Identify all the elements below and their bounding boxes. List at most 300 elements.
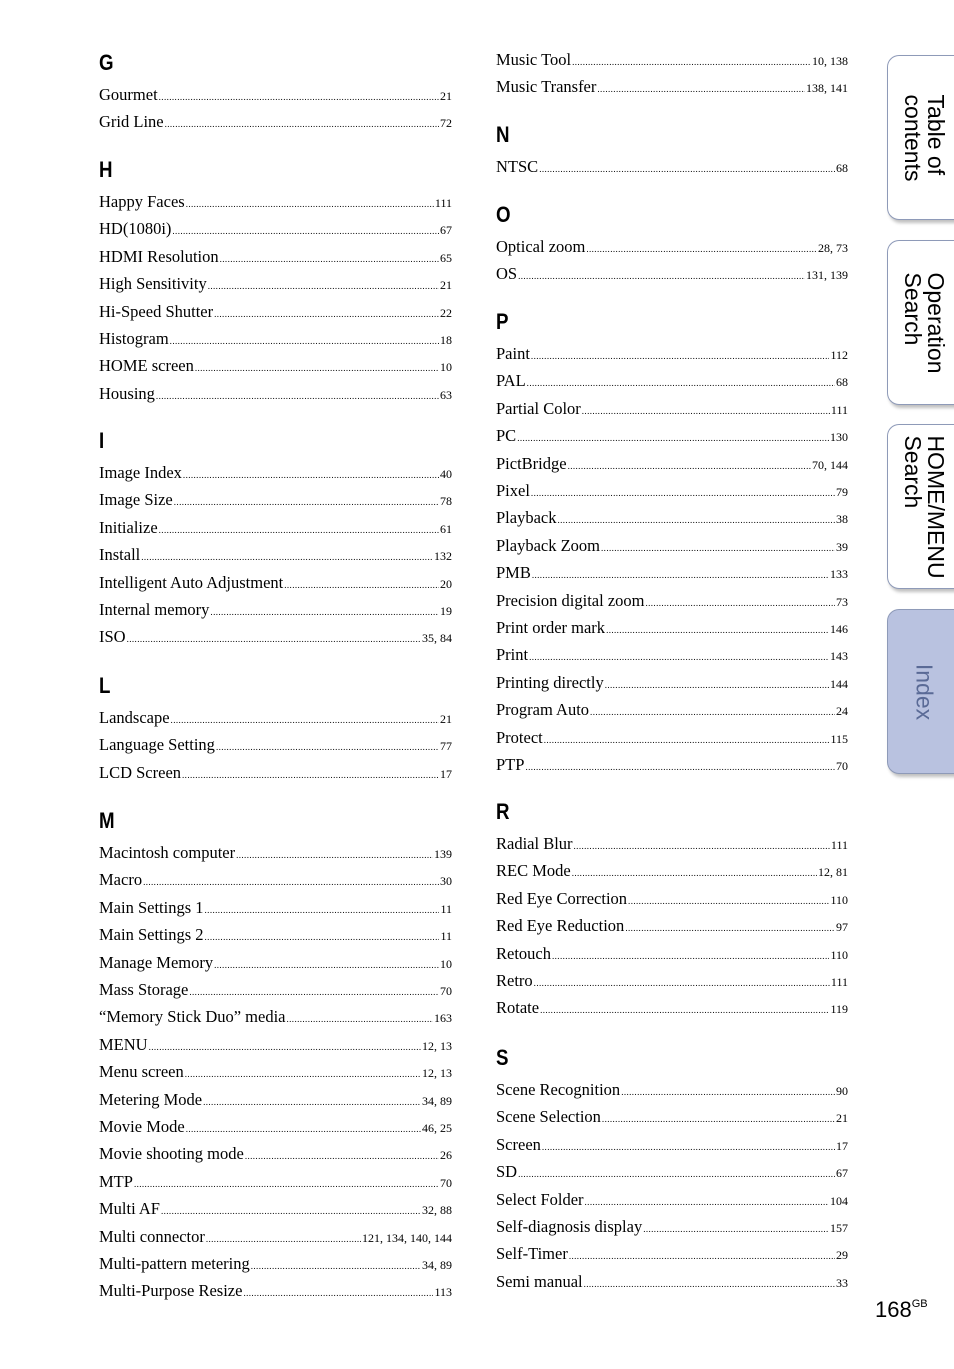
entry-term: Semi manual <box>496 1271 583 1291</box>
dot-leader <box>602 1108 835 1130</box>
dot-leader <box>586 238 817 260</box>
entry-term: Paint <box>496 344 530 363</box>
index-entry[interactable] <box>99 924 452 946</box>
index-entry[interactable] <box>99 1034 452 1056</box>
entry-term: Multi-Purpose Resize <box>99 1281 243 1301</box>
entry-term: Grid Line <box>99 112 164 132</box>
index-entry[interactable] <box>496 1079 848 1101</box>
index-entry[interactable] <box>496 1271 848 1293</box>
index-entry[interactable] <box>496 156 848 178</box>
entry-pages[interactable]: 78 <box>440 494 452 509</box>
entry-pages[interactable]: 10 <box>440 360 452 375</box>
dot-leader <box>601 537 835 559</box>
entry-pages[interactable]: 68 <box>836 161 848 175</box>
entry-pages[interactable]: 111 <box>830 838 848 852</box>
entry-term: HOME screen <box>99 356 194 376</box>
entry-pages[interactable]: 131, 139 <box>806 268 848 283</box>
index-entry[interactable] <box>99 1006 452 1028</box>
tab-label: Operation Search <box>899 271 949 374</box>
index-entry[interactable] <box>496 970 848 992</box>
entry-pages[interactable]: 35, 84 <box>422 631 452 646</box>
entry-pages[interactable]: 12, 81 <box>818 865 848 880</box>
entry-pages[interactable]: 113 <box>434 1285 452 1300</box>
entry-term: Image Size <box>99 490 173 510</box>
entry-pages[interactable]: 11 <box>440 929 452 944</box>
index-entry[interactable] <box>496 453 848 475</box>
dot-leader <box>605 674 829 696</box>
tab-table-of-contents[interactable] <box>887 55 954 220</box>
index-entry[interactable] <box>496 370 848 392</box>
dot-leader <box>165 113 439 135</box>
dot-leader <box>529 646 829 668</box>
entry-term: Housing <box>99 383 155 403</box>
section-letter: N <box>496 122 510 147</box>
entry-pages[interactable]: 163 <box>434 1011 452 1026</box>
entry-pages[interactable]: 121, 134, 140, 144 <box>362 1230 452 1245</box>
index-entry[interactable] <box>99 952 452 974</box>
index-entry[interactable] <box>99 1253 452 1275</box>
entry-pages[interactable]: 110 <box>830 892 848 907</box>
dot-leader <box>189 981 439 1003</box>
entry-pages[interactable]: 90 <box>836 1084 848 1098</box>
dot-leader <box>544 729 830 751</box>
section-letter: P <box>496 309 509 334</box>
index-entry[interactable] <box>99 1143 452 1165</box>
dot-leader <box>210 601 439 623</box>
dot-leader <box>156 385 439 407</box>
index-entry[interactable] <box>496 507 848 529</box>
entry-term: Hi-Speed Shutter <box>99 301 214 321</box>
dot-leader <box>557 509 835 531</box>
entry-term: Mass Storage <box>99 980 189 999</box>
entry-pages[interactable]: 68 <box>836 375 848 390</box>
entry-term: MENU <box>99 1034 148 1054</box>
entry-pages[interactable]: 10 <box>440 956 452 971</box>
dot-leader <box>170 330 439 352</box>
entry-term: Retouch <box>496 943 551 963</box>
index-entry[interactable] <box>496 562 848 584</box>
index-entry[interactable] <box>496 1134 848 1156</box>
index-entry[interactable] <box>99 328 452 350</box>
index-entry[interactable] <box>496 672 848 694</box>
dot-leader <box>585 1191 829 1213</box>
index-entry[interactable] <box>99 1061 452 1083</box>
index-entry[interactable] <box>99 462 452 484</box>
index-entry[interactable] <box>496 754 848 776</box>
index-entry[interactable] <box>496 590 848 612</box>
index-entry[interactable] <box>496 699 848 721</box>
entry-pages[interactable]: 21 <box>440 712 452 726</box>
entry-term: Multi-pattern metering <box>99 1254 250 1273</box>
entry-term: Macintosh computer <box>99 843 236 862</box>
page-number-value: 168 <box>875 1297 912 1322</box>
dot-leader <box>171 709 439 731</box>
dot-leader <box>525 756 835 778</box>
index-entry[interactable] <box>496 1106 848 1128</box>
dot-leader <box>214 303 439 325</box>
index-entry[interactable] <box>99 979 452 1001</box>
index-entry[interactable] <box>99 734 452 756</box>
dot-leader <box>174 491 439 513</box>
entry-pages[interactable]: 133 <box>830 567 848 582</box>
index-entry[interactable] <box>99 273 452 295</box>
entry-term: Playback Zoom <box>496 535 601 555</box>
section-letter: O <box>496 202 511 227</box>
entry-pages[interactable]: 20 <box>440 576 452 591</box>
entry-pages[interactable]: 34, 89 <box>422 1258 452 1272</box>
entry-term: Rotate <box>496 998 540 1018</box>
entry-pages[interactable]: 11 <box>440 901 452 916</box>
entry-pages[interactable]: 61 <box>440 521 452 536</box>
entry-pages[interactable]: 138, 141 <box>806 81 848 96</box>
entry-pages[interactable]: 70 <box>836 759 848 773</box>
entry-pages[interactable]: 144 <box>830 676 848 691</box>
page-number <box>875 1290 928 1324</box>
entry-pages[interactable]: 24 <box>836 704 848 719</box>
index-entry[interactable] <box>496 644 848 666</box>
dot-leader <box>186 1118 421 1140</box>
dot-leader <box>195 357 439 379</box>
dot-leader <box>206 1228 361 1250</box>
entry-pages[interactable]: 115 <box>830 731 848 746</box>
entry-term: Metering Mode <box>99 1089 203 1109</box>
index-entry[interactable] <box>496 480 848 502</box>
index-entry[interactable] <box>99 84 452 106</box>
dot-leader <box>539 158 835 180</box>
entry-term: HDMI Resolution <box>99 246 219 266</box>
index-entry[interactable] <box>99 572 452 594</box>
dot-leader <box>625 917 835 939</box>
index-entry[interactable] <box>99 762 452 784</box>
index-entry[interactable] <box>496 860 848 882</box>
dot-leader <box>243 1282 433 1304</box>
entry-term: Internal memory <box>99 600 210 619</box>
entry-pages[interactable]: 119 <box>830 1002 848 1017</box>
entry-term: Printing directly <box>496 672 604 692</box>
entry-term: Image Index <box>99 463 182 482</box>
entry-term: High Sensitivity <box>99 274 207 294</box>
tab-home-menu-search[interactable] <box>887 424 954 589</box>
entry-pages[interactable]: 77 <box>440 739 452 754</box>
dot-leader <box>643 1218 829 1240</box>
entry-term: SD <box>496 1162 518 1182</box>
page-number-suffix: GB <box>911 1298 928 1310</box>
entry-term: Install <box>99 545 141 565</box>
entry-term: Print <box>496 645 529 665</box>
entry-pages[interactable]: 111 <box>830 975 848 989</box>
index-entry[interactable] <box>99 897 452 919</box>
entry-pages[interactable]: 65 <box>440 250 452 265</box>
index-entry[interactable] <box>99 301 452 323</box>
entry-pages[interactable]: 22 <box>440 305 452 320</box>
entry-term: Scene Selection <box>496 1107 601 1127</box>
entry-term: Intelligent Auto Adjustment <box>99 572 284 592</box>
entry-term: Macro <box>99 870 143 890</box>
entry-pages[interactable]: 67 <box>440 223 452 238</box>
entry-term: Optical zoom <box>496 237 586 256</box>
index-entry[interactable] <box>496 915 848 937</box>
entry-pages[interactable]: 130 <box>830 430 848 445</box>
entry-term: Screen <box>496 1134 541 1154</box>
dot-leader <box>159 86 439 108</box>
index-entry[interactable] <box>99 707 452 729</box>
index-entry[interactable] <box>99 626 452 648</box>
dot-leader <box>185 1063 421 1085</box>
entry-term: Menu screen <box>99 1062 184 1082</box>
index-entry[interactable] <box>99 1116 452 1138</box>
index-entry[interactable] <box>99 1198 452 1220</box>
dot-leader <box>182 764 439 786</box>
entry-term: Multi connector <box>99 1226 205 1246</box>
entry-term: PAL <box>496 371 526 391</box>
entry-term: Music Tool <box>496 50 572 69</box>
entry-term: PictBridge <box>496 453 567 473</box>
dot-leader <box>205 926 440 948</box>
entry-pages[interactable]: 132 <box>434 549 452 564</box>
entry-term: Initialize <box>99 517 158 537</box>
dot-leader <box>208 275 439 297</box>
entry-pages[interactable]: 21 <box>440 278 452 293</box>
section-letter: I <box>99 428 105 453</box>
entry-pages[interactable]: 67 <box>836 1166 848 1181</box>
index-entry[interactable] <box>496 236 848 258</box>
index-entry[interactable] <box>496 398 848 420</box>
entry-pages[interactable]: 143 <box>830 649 848 664</box>
entry-term: Select Folder <box>496 1189 584 1209</box>
index-entry[interactable] <box>496 343 848 365</box>
entry-pages[interactable]: 110 <box>830 947 848 962</box>
index-entry[interactable] <box>496 727 848 749</box>
entry-term: Movie Mode <box>99 1117 185 1136</box>
index-entry[interactable] <box>99 1089 452 1111</box>
dot-leader <box>518 265 805 287</box>
entry-term: PMB <box>496 563 531 583</box>
tab-label: HOME/MENU Search <box>899 434 949 579</box>
entry-term: HD(1080i) <box>99 219 172 239</box>
entry-pages[interactable]: 97 <box>836 920 848 935</box>
entry-term: Precision digital zoom <box>496 590 645 610</box>
dot-leader <box>531 482 835 504</box>
section-letter: R <box>496 799 510 824</box>
index-entry[interactable] <box>99 218 452 240</box>
dot-leader <box>572 862 817 884</box>
entry-pages[interactable]: 32, 88 <box>422 1203 452 1218</box>
index-entry[interactable] <box>99 1171 452 1193</box>
dot-leader <box>517 427 829 449</box>
index-entry[interactable] <box>99 246 452 268</box>
dot-leader <box>287 1008 434 1030</box>
entry-term: Scene Recognition <box>496 1080 621 1099</box>
entry-term: Main Settings 2 <box>99 925 204 945</box>
entry-term: Retro <box>496 971 533 990</box>
index-entry[interactable] <box>496 943 848 965</box>
index-entry[interactable] <box>99 517 452 539</box>
entry-pages[interactable]: 112 <box>830 348 848 362</box>
entry-pages[interactable]: 21 <box>440 89 452 103</box>
entry-term: MTP <box>99 1171 133 1191</box>
entry-pages[interactable]: 70 <box>440 1175 452 1190</box>
entry-pages[interactable]: 139 <box>434 847 452 861</box>
entry-pages[interactable]: 21 <box>836 1111 848 1126</box>
entry-term: Protect <box>496 727 543 747</box>
entry-term: Playback <box>496 508 557 528</box>
index-entry[interactable] <box>99 355 452 377</box>
entry-pages[interactable]: 63 <box>440 387 452 402</box>
dot-leader <box>205 899 440 921</box>
tab-index[interactable] <box>887 609 954 774</box>
index-entry[interactable] <box>99 191 452 213</box>
entry-pages[interactable]: 29 <box>836 1248 848 1263</box>
index-entry[interactable] <box>496 1243 848 1265</box>
index-entry[interactable] <box>99 1226 452 1248</box>
dot-leader <box>531 345 830 367</box>
entry-term: NTSC <box>496 157 539 176</box>
dot-leader <box>584 1273 835 1295</box>
dot-leader <box>220 248 439 270</box>
entry-pages[interactable]: 72 <box>440 116 452 131</box>
dot-leader <box>172 220 439 242</box>
index-entry[interactable] <box>99 383 452 405</box>
entry-pages[interactable]: 38 <box>836 512 848 527</box>
dot-leader <box>621 1081 835 1103</box>
index-entry[interactable] <box>99 599 452 621</box>
entry-term: Multi AF <box>99 1199 160 1219</box>
dot-leader <box>540 999 829 1021</box>
index-entry[interactable] <box>496 425 848 447</box>
entry-pages[interactable]: 18 <box>440 333 452 347</box>
index-entry[interactable] <box>99 869 452 891</box>
dot-leader <box>532 564 829 586</box>
index-entry[interactable] <box>496 833 848 855</box>
section-letter: L <box>99 673 111 698</box>
index-entry[interactable] <box>99 1280 452 1302</box>
index-entry[interactable] <box>496 1216 848 1238</box>
section-letter: H <box>99 157 113 182</box>
entry-pages[interactable]: 70, 144 <box>812 457 848 472</box>
entry-term: Main Settings 1 <box>99 897 204 917</box>
entry-pages[interactable]: 10, 138 <box>812 54 848 68</box>
index-entry[interactable] <box>496 888 848 910</box>
index-entry[interactable] <box>496 535 848 557</box>
entry-pages[interactable]: 40 <box>440 467 452 481</box>
entry-pages[interactable]: 12, 13 <box>422 1066 452 1081</box>
dot-leader <box>568 455 811 477</box>
entry-pages[interactable]: 30 <box>440 874 452 889</box>
dot-leader <box>251 1255 421 1277</box>
dot-leader <box>606 619 829 641</box>
entry-term: Happy Faces <box>99 192 185 211</box>
entry-term: Music Transfer <box>496 77 597 97</box>
entry-term: Movie shooting mode <box>99 1144 244 1164</box>
dot-leader <box>183 464 439 486</box>
entry-pages[interactable]: 17 <box>836 1138 848 1153</box>
dot-leader <box>203 1091 421 1113</box>
dot-leader <box>645 592 835 614</box>
dot-leader <box>518 1163 835 1185</box>
entry-term: Red Eye Correction <box>496 888 628 908</box>
index-entry[interactable] <box>496 76 848 98</box>
entry-pages[interactable]: 46, 25 <box>422 1121 452 1135</box>
entry-term: Self-diagnosis display <box>496 1217 643 1236</box>
entry-term: REC Mode <box>496 861 571 881</box>
dot-leader <box>552 945 829 967</box>
index-entry[interactable] <box>496 49 848 71</box>
dot-leader <box>569 1245 835 1267</box>
dot-leader <box>216 736 439 758</box>
dot-leader <box>141 546 433 568</box>
entry-pages[interactable]: 111 <box>830 402 848 417</box>
index-entry[interactable] <box>496 1189 848 1211</box>
entry-pages[interactable]: 111 <box>434 196 452 210</box>
index-entry[interactable] <box>99 544 452 566</box>
dot-leader <box>572 51 811 73</box>
entry-term: Self-Timer <box>496 1244 568 1264</box>
entry-term: “Memory Stick Duo” media <box>99 1007 286 1027</box>
index-entry[interactable] <box>496 617 848 639</box>
entry-term: Program Auto <box>496 700 590 720</box>
entry-term: Landscape <box>99 708 170 727</box>
entry-pages[interactable]: 12, 13 <box>422 1038 452 1053</box>
entry-pages[interactable]: 73 <box>836 594 848 609</box>
entry-pages[interactable]: 70 <box>440 984 452 998</box>
entry-term: PC <box>496 426 517 446</box>
dot-leader <box>186 193 434 215</box>
dot-leader <box>143 871 439 893</box>
entry-pages[interactable]: 157 <box>830 1221 848 1235</box>
entry-pages[interactable]: 79 <box>836 485 848 499</box>
dot-leader <box>127 628 421 650</box>
index-entry[interactable] <box>99 489 452 511</box>
tab-operation-search[interactable] <box>887 240 954 405</box>
entry-pages[interactable]: 39 <box>836 539 848 554</box>
index-entry[interactable] <box>99 111 452 133</box>
entry-pages[interactable]: 104 <box>830 1193 848 1208</box>
dot-leader <box>590 701 835 723</box>
entry-pages[interactable]: 19 <box>440 604 452 618</box>
entry-pages[interactable]: 26 <box>440 1148 452 1163</box>
dot-leader <box>534 972 830 994</box>
entry-term: OS <box>496 264 518 284</box>
dot-leader <box>245 1145 439 1167</box>
dot-leader <box>597 78 805 100</box>
dot-leader <box>214 954 439 976</box>
tab-label: Table of contents <box>899 94 949 181</box>
section-letter: G <box>99 50 114 75</box>
index-entry[interactable] <box>99 842 452 864</box>
entry-term: LCD Screen <box>99 762 182 782</box>
index-entry[interactable] <box>496 997 848 1019</box>
entry-term: Print order mark <box>496 618 606 637</box>
dot-leader <box>149 1036 421 1058</box>
entry-pages[interactable]: 33 <box>836 1275 848 1290</box>
entry-pages[interactable]: 28, 73 <box>818 241 848 255</box>
entry-term: Histogram <box>99 329 169 348</box>
dot-leader <box>284 574 439 596</box>
dot-leader <box>527 372 835 394</box>
entry-pages[interactable]: 146 <box>830 622 848 636</box>
entry-term: Pixel <box>496 481 530 500</box>
dot-leader <box>574 835 830 857</box>
entry-pages[interactable]: 17 <box>440 766 452 781</box>
entry-term: Radial Blur <box>496 834 573 853</box>
index-entry[interactable] <box>496 1161 848 1183</box>
entry-term: Gourmet <box>99 85 158 104</box>
entry-pages[interactable]: 34, 89 <box>422 1093 452 1108</box>
index-entry[interactable] <box>496 263 848 285</box>
entry-term: PTP <box>496 755 525 774</box>
dot-leader <box>236 844 433 866</box>
entry-term: ISO <box>99 627 126 647</box>
